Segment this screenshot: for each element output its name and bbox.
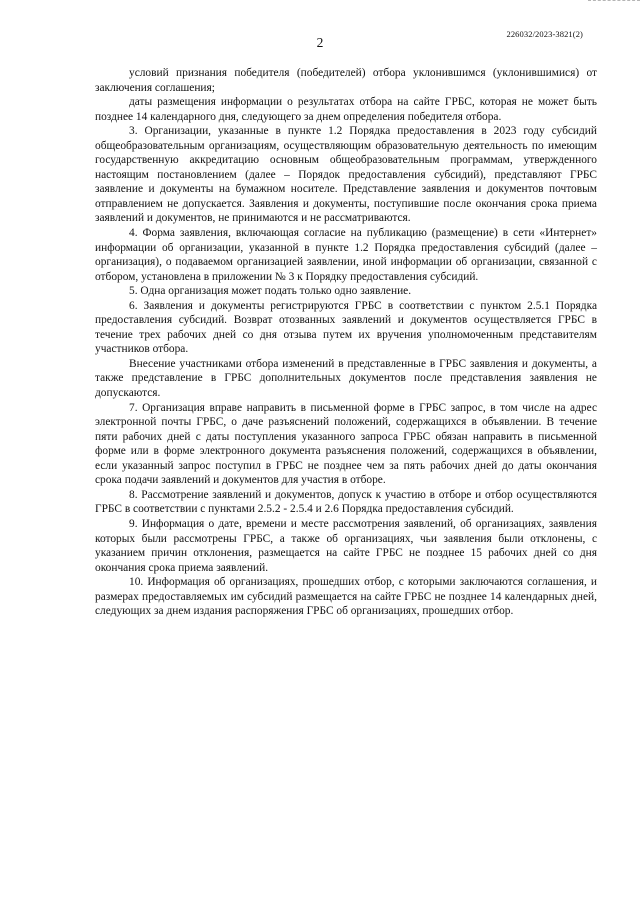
paragraph-item-4: 4. Форма заявления, включающая согласие на публикацию (размещение) в сети «Интернет» информации об организации, указанной в пункте 1.2 Порядка предоставления субсидий (далее – организация), о подаваемом организацией заявлении, иной информации об организации, связанной с отбором, установлена в приложении № 3 к Порядку предоставления субсидий. bbox=[95, 227, 597, 283]
paragraph-item-6: 6. Заявления и документы регистрируются ГРБС в соответствии с пунктом 2.5.1 Порядка предоставления субсидий. Возврат отозванных заявлений и документов осуществляется ГРБС в течение трех рабочих дней со дня отзыва путем их вручения уполномоченным представителям участников отбора. bbox=[95, 299, 597, 356]
paragraph-results-date: даты размещения информации о результатах отбора на сайте ГРБС, которая не может быть позднее 14 календарного дня, следующего за днем определения победителя отбора. bbox=[95, 96, 597, 123]
paragraph-item-8: 8. Рассмотрение заявлений и документов, допуск к участию в отборе и отбор осуществляются ГРБС в соответствии с пунктами 2.5.2 - 2.5.4 и 2.6 Порядка предоставления субсидий. bbox=[95, 488, 597, 516]
page-number: 2 bbox=[316, 35, 324, 50]
document-body bbox=[95, 66, 597, 619]
paragraph-item-6-changes: Внесение участниками отбора изменений в представленные в ГРБС заявления и документы, а также представление в ГРБС дополнительных документов после представления заявления не допускаются. bbox=[95, 357, 597, 400]
paragraph-item-9: 9. Информация о дате, времени и месте рассмотрения заявлений, об организациях, заявления которых были рассмотрены ГРБС, а также об организациях, чьи заявления были отклонены, с указанием причин отклонения, размещается на сайте ГРБС не позднее 15 рабочих дней со дня окончания срока приема заявлений. bbox=[95, 517, 597, 574]
paragraph-winner-evasion: условий признания победителя (победителей) отбора уклонившимся (уклонившимися) от заключения соглашения; bbox=[95, 67, 597, 94]
paragraph-item-10: 10. Информация об организациях, прошедших отбор, с которыми заключаются соглашения, и размерах предоставляемых им субсидий размещается на сайте ГРБС не позднее 14 календарных дней, следующих за днем издания распоряжения ГРБС об организациях, прошедших отбор. bbox=[95, 576, 597, 618]
paragraph-item-7: 7. Организация вправе направить в письменной форме в ГРБС запрос, в том числе на адрес электронной почты ГРБС, о даче разъяснений положений, содержащихся в объявлении. В течение пяти рабочих дней с даты поступления указанного запроса ГРБС обязан направить в письменной форме или в форме электронного документа разъяснения положений, содержащихся в объявлении, если указанный запрос поступил в ГРБС не позднее чем за пять рабочих дней до даты окончания срока подачи заявлений и документов для участия в отборе. bbox=[95, 401, 597, 487]
scan-edge-mark bbox=[588, 0, 640, 3]
paragraph-item-5: 5. Одна организация может подать только одно заявление. bbox=[129, 285, 412, 298]
document-registration-number: 226032/2023-3821(2) bbox=[506, 29, 583, 39]
paragraph-item-3: 3. Организации, указанные в пункте 1.2 Порядка предоставления в 2023 году субсидий общеобразовательным организациям, осуществляющим образовательную деятельность по имеющим государственную аккредитацию основным общеобразовательным программам, утвержденного настоящим постановлением (далее – Порядок предоставления субсидий), представляют ГРБС заявление и документы на бумажном носителе. Представление заявления и документов почтовым отправлением не допускается. Заявления и документы, поступившие после окончания срока приема заявлений и документов, не принимаются и не рассматриваются. bbox=[95, 125, 597, 225]
